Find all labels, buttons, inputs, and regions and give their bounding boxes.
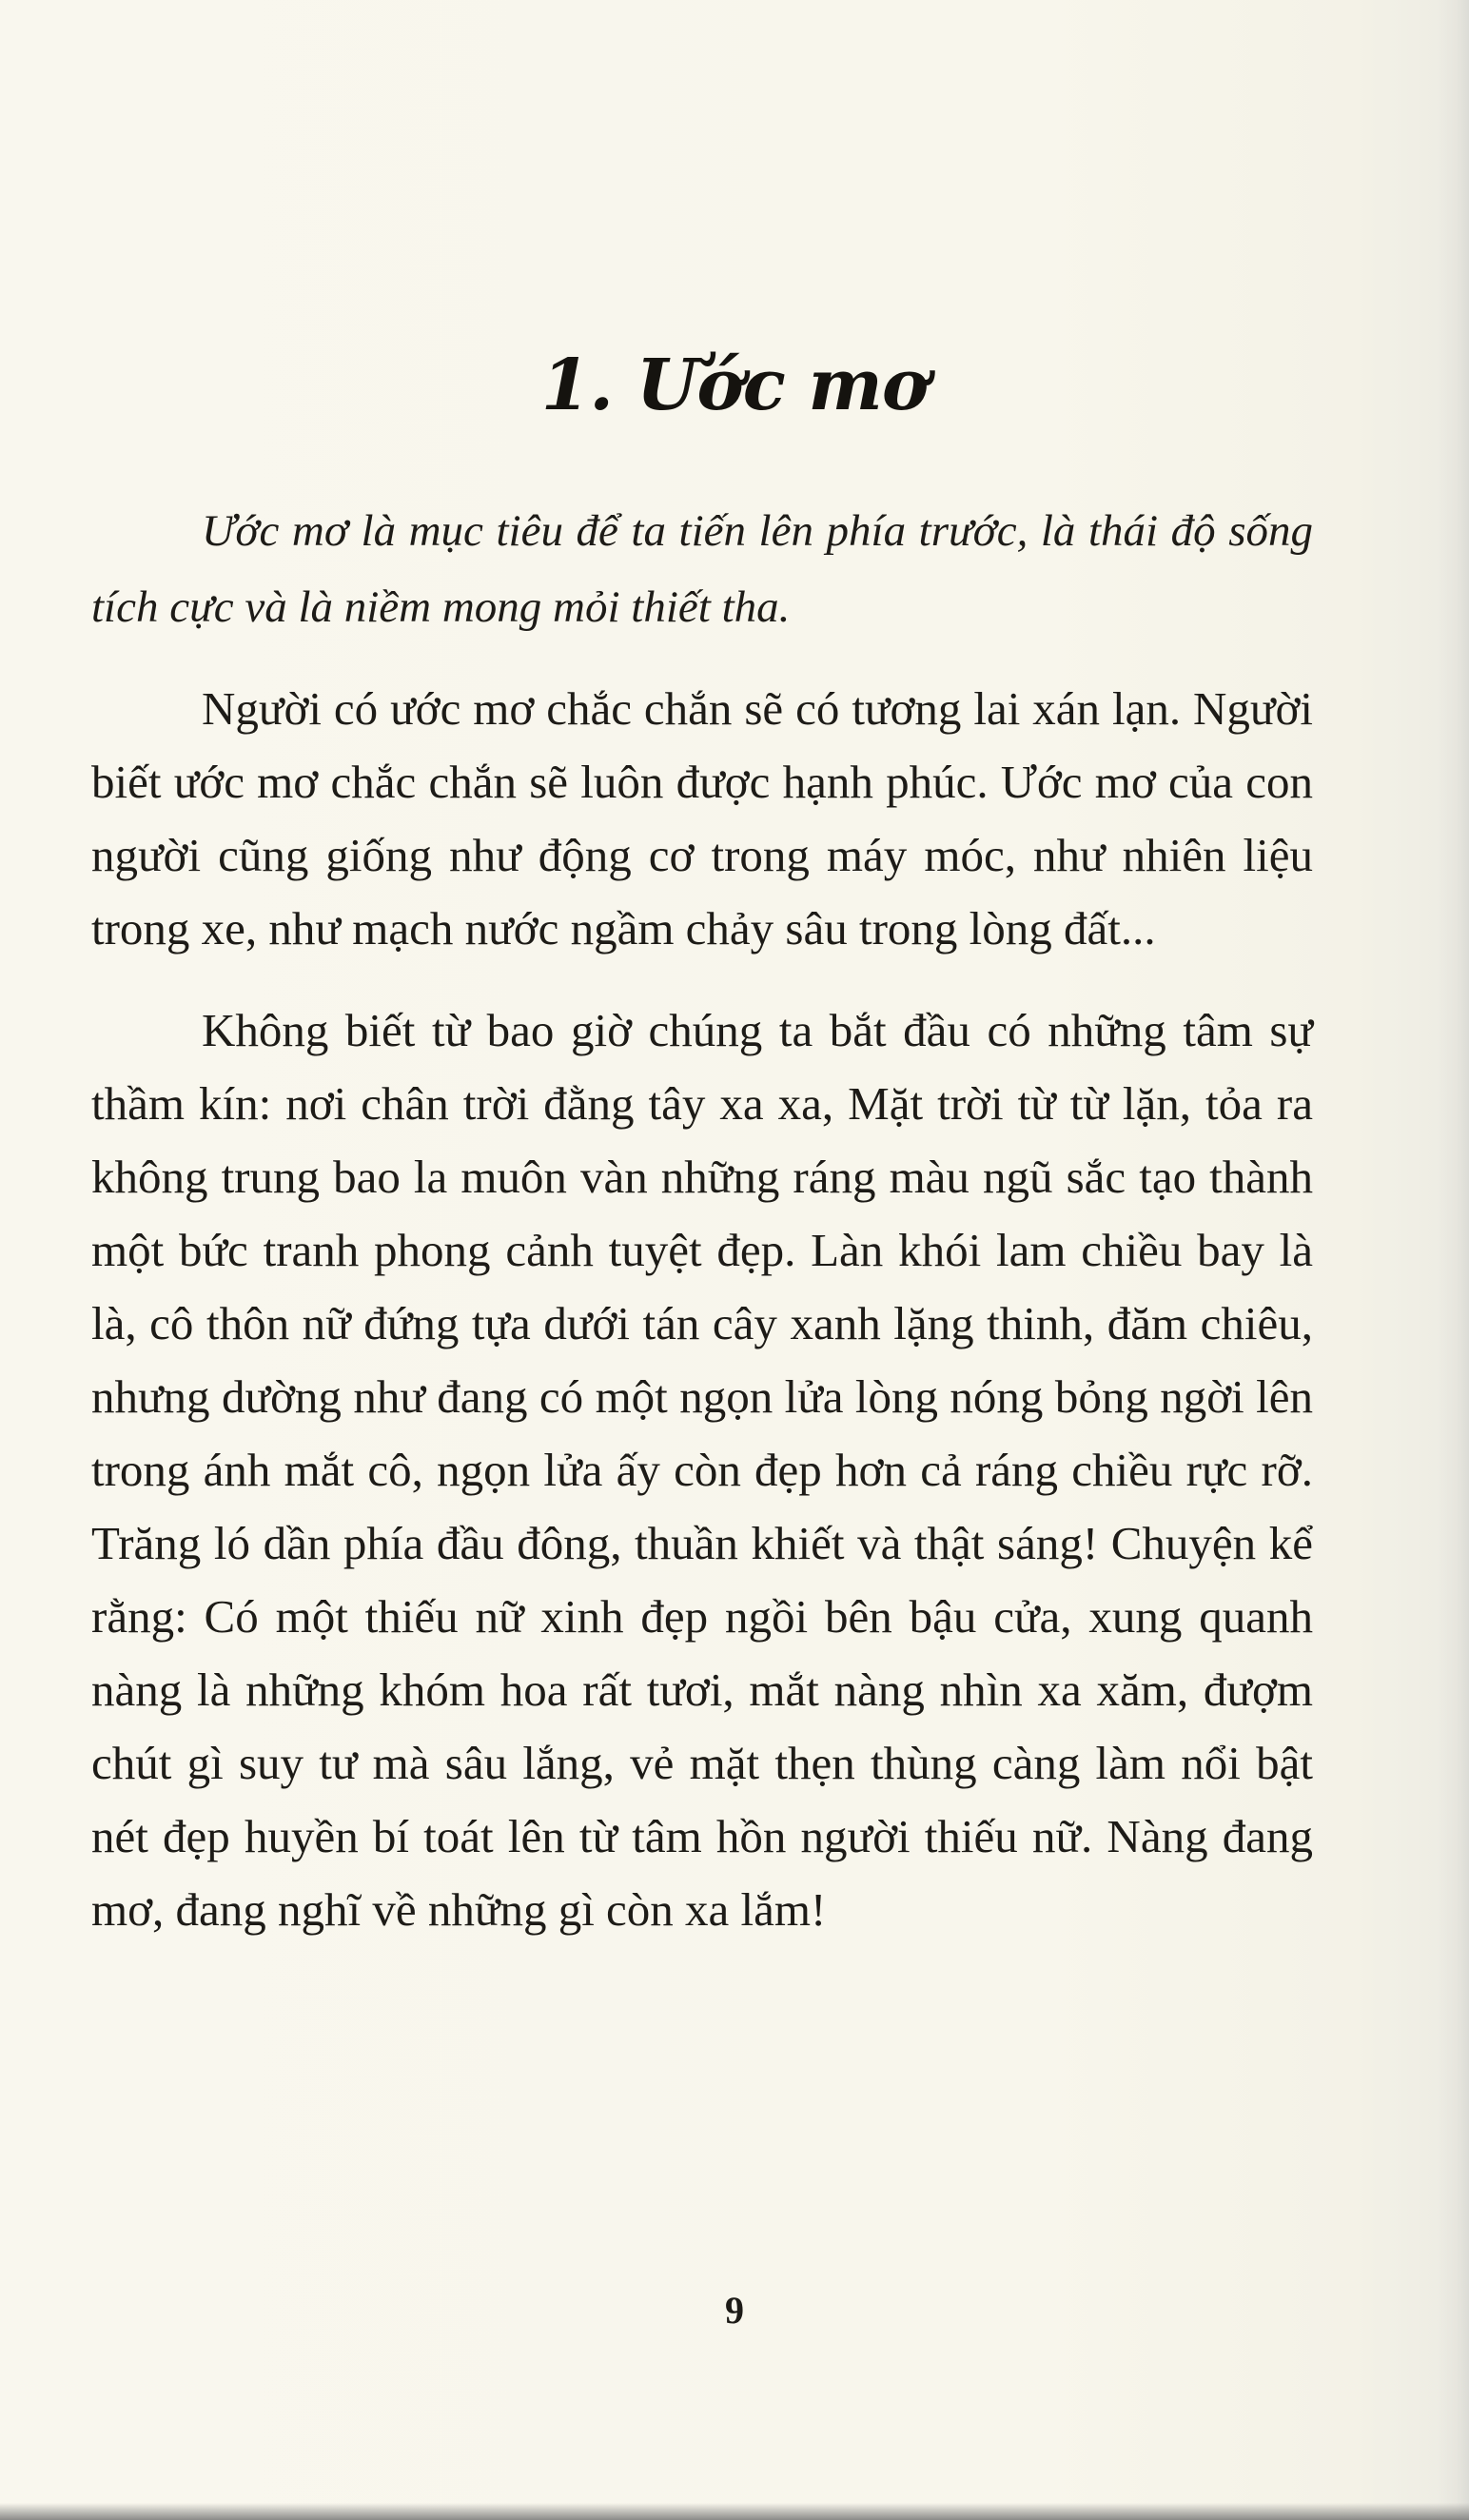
paragraph-2: Không biết từ bao giờ chúng ta bắt đầu có những tâm sự thầm kín: nơi chân trời đằng tây xa xa, Mặt trời từ từ lặn, tỏa ra không trung bao la muôn vàn những ráng màu ngũ sắc tạo thành một bức tranh phong cảnh tuyệt đẹp. Làn khói lam chiều bay là là, cô thôn nữ đứng tựa dưới tán cây xanh lặng thinh, đăm chiêu, nhưng dường như đang có một ngọn lửa lòng nóng bỏng ngời lên trong ánh mắt cô, ngọn lửa ấy còn đẹp hơn cả ráng chiều rực rỡ. Trăng ló dần phía đầu đông, thuần khiết và thật sáng! Chuyện kể rằng: Có một thiếu nữ xinh đẹp ngồi bên bậu cửa, xung quanh nàng là những khóm hoa rất tươi, mắt nàng nhìn xa xăm, đượm chút gì suy tư mà sâu lắng, vẻ mặt thẹn thùng càng làm nổi bật nét đẹp huyền bí toát lên từ tâm hồn người thiếu nữ. Nàng đang mơ, đang nghĩ về những gì còn xa lắm!	[91, 1004, 1313, 1936]
epigraph: Ước mơ là mục tiêu để ta tiến lên phía trước, là thái độ sống tích cực và là niềm mong mỏi thiết tha.	[91, 506, 1313, 632]
page-bottom-shadow	[0, 2503, 1469, 2520]
text-body	[91, 493, 1313, 1975]
page-number: 9	[725, 2289, 744, 2332]
paragraph-1: Người có ước mơ chắc chắn sẽ có tương lai xán lạn. Người biết ước mơ chắc chắn sẽ luôn được hạnh phúc. Ước mơ của con người cũng giống như động cơ trong máy móc, như nhiên liệu trong xe, như mạch nước ngầm chảy sâu trong lòng đất...	[91, 682, 1313, 955]
chapter-title: 1. Ước mơ	[540, 345, 929, 426]
